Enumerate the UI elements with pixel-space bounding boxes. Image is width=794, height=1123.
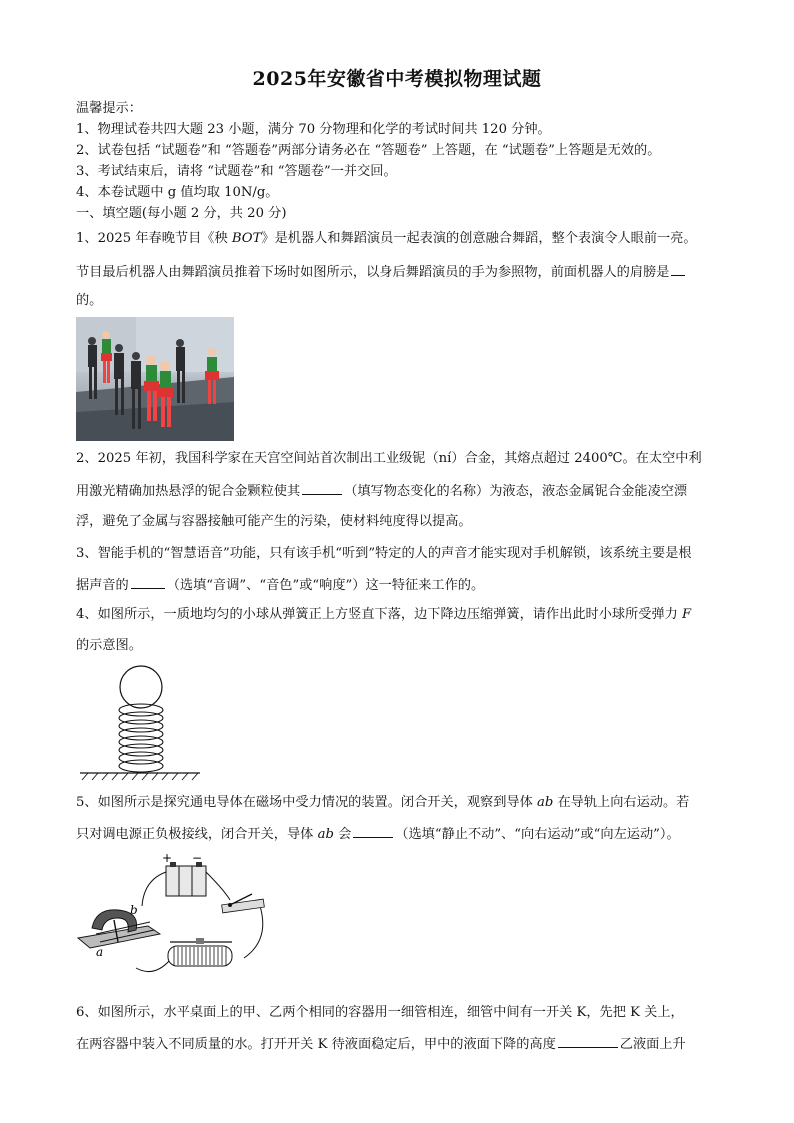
q5-text-e: （选填“静止不动”、“向右运动”或“向左运动”）。	[395, 827, 680, 842]
q3-text-b: （选填“音调”、“音色”或“响度”）这一特征来工作的。	[166, 578, 485, 593]
tips-heading: 温馨提示：	[76, 101, 142, 116]
question-1-line-2	[76, 263, 716, 282]
q5-text-b: 在导轨上向右运动。若	[553, 795, 690, 810]
svg-text:a: a	[96, 945, 104, 959]
q4-text-a: 4、如图所示，一质地均匀的小球从弹簧正上方竖直下落，边下降边压缩弹簧，请作出此时小球所受弹力	[76, 607, 683, 622]
q5-text-c: 只对调电源正负极接线，闭合开关，导体	[76, 827, 318, 842]
rheostat-icon	[168, 938, 232, 966]
question-4-line-1	[76, 606, 716, 624]
q1-text: 1、2025 年春晚节目《秧	[76, 231, 232, 246]
q5-ab: ab	[536, 795, 554, 810]
question-5-line-1	[76, 794, 716, 812]
q5-ab-2: ab	[317, 827, 334, 842]
question-2-line-3: 浮，避免了金属与容器接触可能产生的污染，使材料纯度得以提高。	[76, 514, 472, 529]
q6-text-b: 乙液面上升	[619, 1037, 686, 1052]
question-6-line-1: 6、如图所示，水平桌面上的甲、乙两个相同的容器用一细管相连，细管中间有一开关 K，先把 K 关上，	[76, 1005, 684, 1020]
q4-force: F	[682, 607, 692, 622]
magnet-rail-icon	[78, 910, 160, 948]
section-heading: 一、填空题(每小题 2 分，共 20 分)	[76, 206, 287, 221]
tip-item-1: 1、物理试卷共四大题 23 小题，满分 70 分物理和化学的考试时间共 120 分钟。	[76, 122, 551, 137]
q1-bot: BOT	[231, 231, 262, 246]
q1-text-b: 》是机器人和舞蹈演员一起表演的创意融合舞蹈，整个表演令人眼前一亮。	[261, 231, 697, 246]
q2-text-b: （填写物态变化的名称）为液态，液态金属铌合金能凌空漂	[344, 484, 688, 499]
question-3-line-1: 3、智能手机的“智慧语音”功能，只有该手机“听到”特定的人的声音才能实现对手机解锁，该系统主要是根	[76, 546, 692, 561]
answer-blank[interactable]	[353, 825, 393, 838]
answer-blank[interactable]	[671, 263, 685, 276]
svg-text:b: b	[130, 903, 138, 917]
question-3-line-2	[76, 576, 716, 595]
q3-text-a: 据声音的	[76, 578, 129, 593]
question-4-line-2: 的示意图。	[76, 638, 142, 653]
svg-text:−: −	[192, 851, 203, 865]
question-2-line-1: 2、2025 年初，我国科学家在天宫空间站首次制出工业级铌（ní）合金，其熔点超过 2400℃。在太空中利	[76, 451, 702, 466]
q2-text-a: 用激光精确加热悬浮的铌合金颗粒使其	[76, 484, 301, 499]
question-1-line-1	[76, 230, 716, 248]
question-5-line-2	[76, 825, 716, 844]
battery-icon	[166, 862, 206, 896]
answer-blank[interactable]	[302, 482, 342, 495]
answer-blank[interactable]	[558, 1035, 618, 1048]
tip-item-2: 2、试卷包括 “试题卷”和 “答题卷”两部分请务必在 “答题卷” 上答题，在 “试题卷”上答题是无效的。	[76, 143, 661, 158]
question-2-line-2	[76, 482, 716, 501]
tip-item-3: 3、考试结束后，请将 “试题卷”和 “答题卷”一并交回。	[76, 164, 397, 179]
spring-ball-figure	[74, 664, 204, 784]
svg-text:+: +	[162, 851, 173, 865]
answer-blank[interactable]	[131, 576, 165, 589]
robot-dance-photo	[76, 317, 234, 441]
tip-item-4: 4、本卷试题中 g 值均取 10N/g。	[76, 185, 279, 200]
q6-text-a: 在两容器中装入不同质量的水。打开开关 K 待液面稳定后，甲中的液面下降的高度	[76, 1037, 556, 1052]
exam-title: 2025年安徽省中考模拟物理试题	[252, 68, 542, 90]
q5-text-d: 会	[333, 827, 352, 842]
q5-text-a: 5、如图所示是探究通电导体在磁场中受力情况的装置。闭合开关，观察到导体	[76, 795, 537, 810]
question-6-line-2	[76, 1035, 716, 1054]
motor-circuit-diagram	[74, 850, 274, 990]
spring-ball-diagram	[74, 664, 204, 784]
circuit-figure	[74, 850, 274, 990]
question-1-line-3: 的。	[76, 293, 103, 308]
q1-text-2: 节目最后机器人由舞蹈演员推着下场时如图所示，以身后舞蹈演员的手为参照物，前面机器人的肩膀是	[76, 265, 670, 280]
robot-dance-image	[76, 317, 234, 441]
